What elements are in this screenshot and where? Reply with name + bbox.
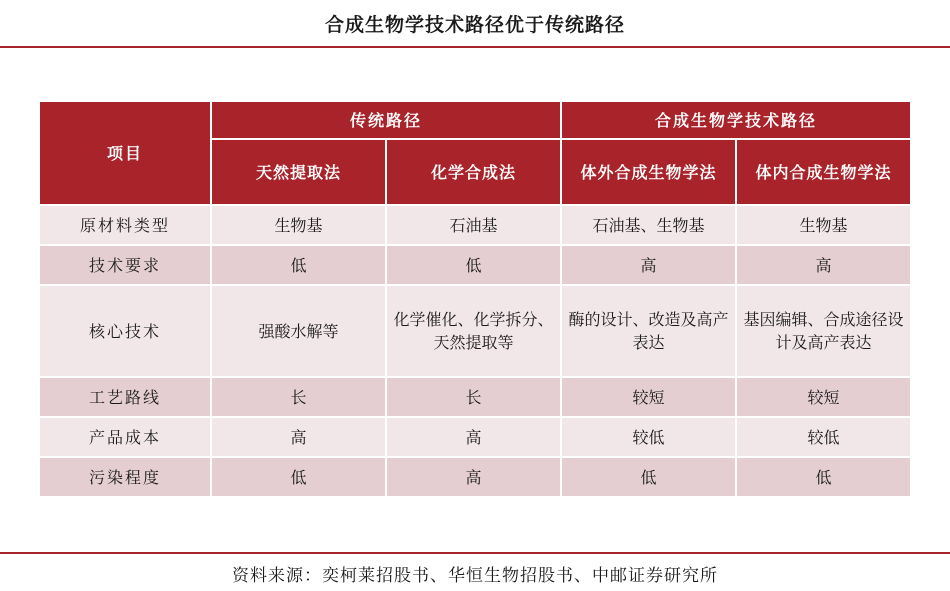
table-cell: 化学催化、化学拆分、天然提取等: [386, 285, 561, 377]
group-header-traditional: 传统路径: [211, 101, 561, 139]
table-cell: 生物基: [211, 205, 386, 245]
column-header: 体外合成生物学法: [561, 139, 736, 205]
comparison-table: [38, 100, 912, 498]
column-header: 化学合成法: [386, 139, 561, 205]
table-cell: 高: [386, 457, 561, 497]
table-row: [39, 377, 911, 417]
table-cell: 石油基: [386, 205, 561, 245]
row-label: 产品成本: [39, 417, 211, 457]
table-cell: 强酸水解等: [211, 285, 386, 377]
table-cell: 长: [386, 377, 561, 417]
table-cell: 低: [386, 245, 561, 285]
table-cell: 较低: [736, 417, 911, 457]
table-cell: 较短: [561, 377, 736, 417]
table-cell: 低: [561, 457, 736, 497]
row-label: 技术要求: [39, 245, 211, 285]
item-header: 项目: [39, 101, 211, 205]
table-cell: 高: [211, 417, 386, 457]
row-label: 工艺路线: [39, 377, 211, 417]
table-cell: 较短: [736, 377, 911, 417]
table-cell: 低: [736, 457, 911, 497]
row-label: 污染程度: [39, 457, 211, 497]
column-header: 体内合成生物学法: [736, 139, 911, 205]
bottom-divider: [0, 552, 950, 554]
table-row: [39, 245, 911, 285]
page-title: 合成生物学技术路径优于传统路径: [324, 13, 625, 36]
table-cell: 长: [211, 377, 386, 417]
source-note: 资料来源：奕柯莱招股书、华恒生物招股书、中邮证券研究所: [232, 566, 718, 586]
table-row: [39, 457, 911, 497]
table-cell: 石油基、生物基: [561, 205, 736, 245]
table-cell: 高: [386, 417, 561, 457]
table-cell: 低: [211, 457, 386, 497]
column-header: 天然提取法: [211, 139, 386, 205]
table-row: [39, 285, 911, 377]
table-cell: 高: [561, 245, 736, 285]
table-cell: 高: [736, 245, 911, 285]
table-cell: 低: [211, 245, 386, 285]
table-cell: 较低: [561, 417, 736, 457]
top-divider: [0, 46, 950, 48]
table-cell: 生物基: [736, 205, 911, 245]
group-header-synbio: 合成生物学技术路径: [561, 101, 911, 139]
table-row: [39, 205, 911, 245]
table-cell: 酶的设计、改造及高产表达: [561, 285, 736, 377]
row-label: 核心技术: [39, 285, 211, 377]
row-label: 原材料类型: [39, 205, 211, 245]
table-row: [39, 417, 911, 457]
table-cell: 基因编辑、合成途径设计及高产表达: [736, 285, 911, 377]
